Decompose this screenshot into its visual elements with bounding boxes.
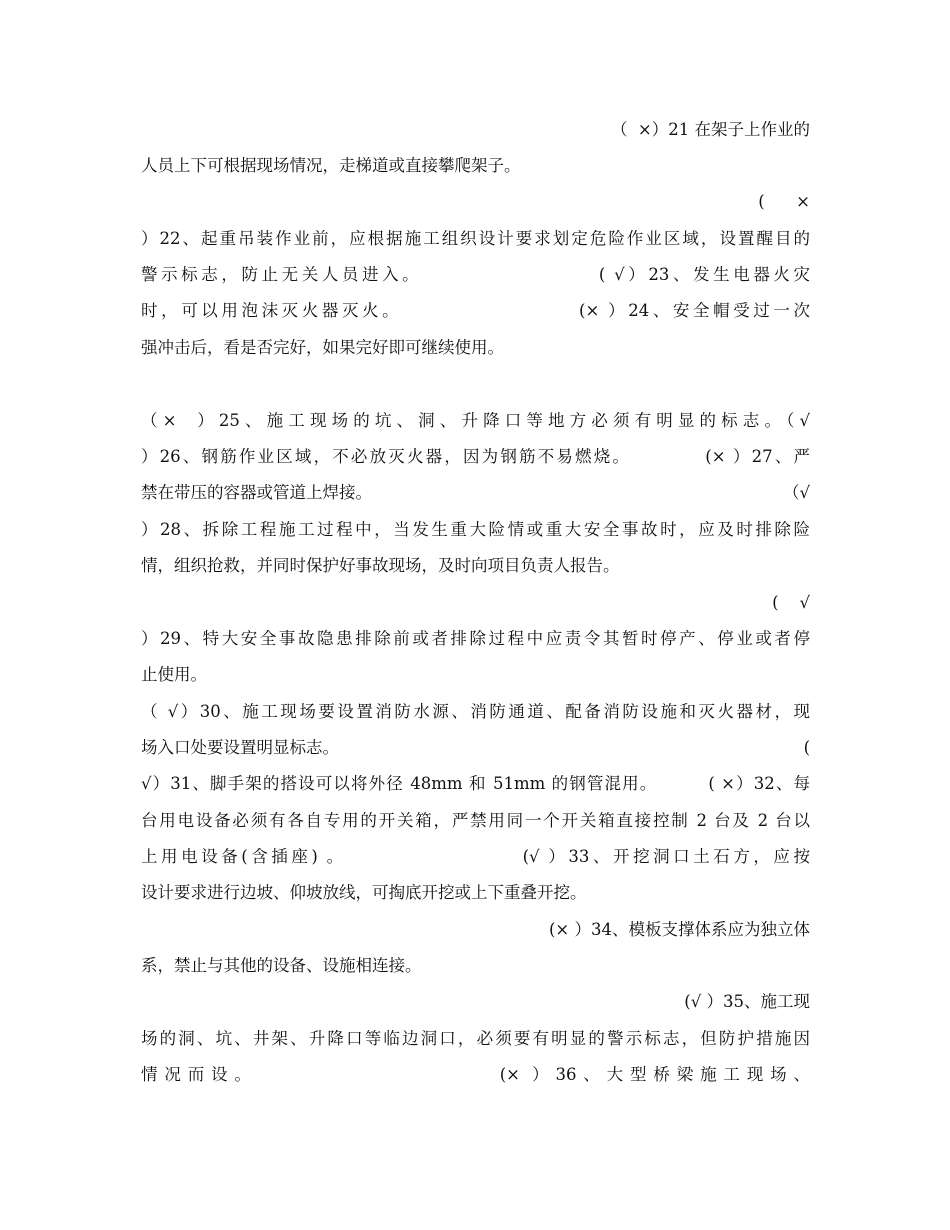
text-line-6: 时，可以用泡沫灭火器灭火。 (× ）24、安全帽受过一次	[141, 301, 810, 320]
text-line-2: 人员上下可根据现场情况，走梯道或直接攀爬架子。	[141, 156, 521, 175]
text-line-3: ( ×	[758, 192, 810, 211]
text-line-21: 台用电设备必须有各自专用的开关箱，严禁用同一个开关箱直接控制 2 台及 2 台以	[141, 811, 810, 830]
text-line-15: ）29、特大安全事故隐患排除前或者排除过程中应责令其暂时停产、停业或者停	[141, 629, 810, 648]
text-line-11: （√	[782, 483, 810, 502]
text-line-4: ）22、起重吊装作业前，应根据施工组织设计要求划定危险作业区域，设置醒目的	[141, 229, 810, 248]
text-line-10: 禁在带压的容器或管道上焊接。	[141, 483, 372, 502]
text-line-20: √）31、脚手架的搭设可以将外径 48mm 和 51mm 的钢管混用。 ( ×）32、每	[141, 774, 810, 793]
text-line-1: （ ×）21 在架子上作业的	[610, 120, 810, 139]
text-line-8: （× ）25、施工现场的坑、洞、升降口等地方必须有明显的标志。（√	[141, 411, 810, 430]
text-line-25: 系，禁止与其他的设备、设施相连接。	[141, 956, 422, 975]
text-line-9: ）26、钢筋作业区域，不必放灭火器，因为钢筋不易燃烧。 (× ）27、严	[141, 447, 810, 466]
text-line-17: （ √）30、施工现场要设置消防水源、消防通道、配备消防设施和灭火器材，现	[141, 702, 810, 721]
text-line-12: ）28、拆除工程施工过程中，当发生重大险情或重大安全事故时，应及时排除险	[141, 520, 810, 539]
text-line-23: 设计要求进行边坡、仰坡放线，可掏底开挖或上下重叠开挖。	[141, 883, 587, 902]
text-line-18: 场入口处要设置明显标志。	[141, 738, 339, 757]
text-line-24: (× ）34、模板支撑体系应为独立体	[548, 920, 810, 939]
text-line-28: 情况而设。 (× ）36、大型桥梁施工现场、	[141, 1065, 810, 1084]
text-line-22: 上用电设备(含插座) 。 (√ ）33、开挖洞口土石方，应按	[141, 847, 810, 866]
text-line-5: 警示标志，防止无关人员进入。 ( √）23、发生电器火灾	[141, 265, 810, 284]
text-line-16: 止使用。	[141, 665, 207, 684]
text-line-19: (	[803, 738, 810, 757]
text-line-26: (√ ）35、施工现	[684, 992, 810, 1011]
text-line-27: 场的洞、坑、井架、升降口等临边洞口，必须要有明显的警示标志，但防护措施因	[141, 1029, 810, 1048]
text-line-7: 强冲击后，看是否完好，如果完好即可继续使用。	[141, 338, 504, 357]
text-line-14: ( √	[772, 593, 810, 612]
text-line-13: 情，组织抢救，并同时保护好事故现场，及时向项目负责人报告。	[141, 556, 620, 575]
